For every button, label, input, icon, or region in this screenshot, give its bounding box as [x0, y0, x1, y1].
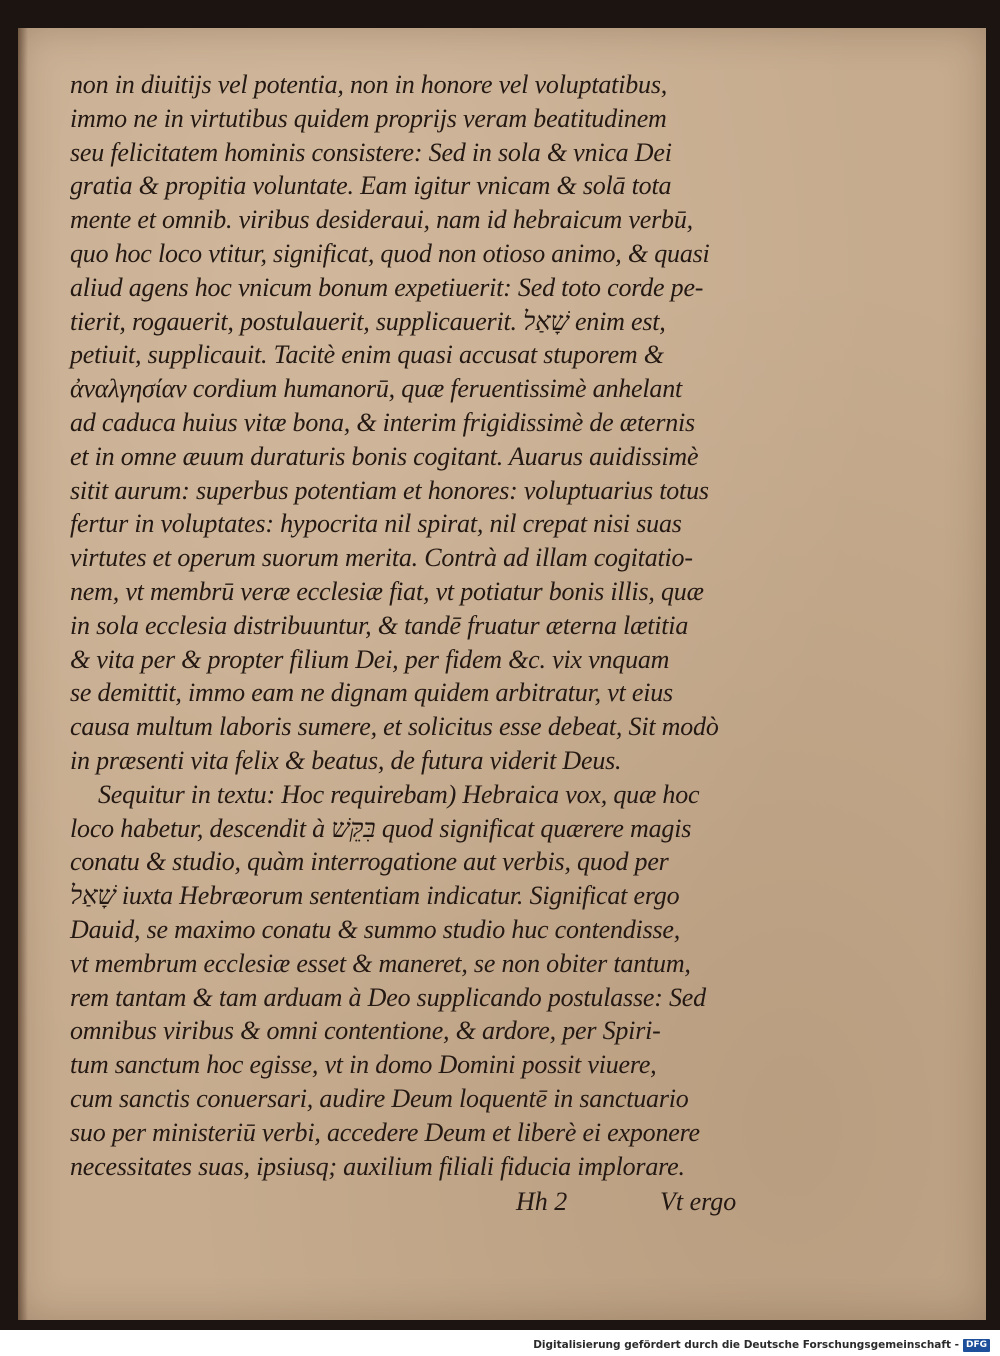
page-binding-shadow	[18, 28, 28, 1320]
text-line: Dauid, se maximo conatu & summo studio huc contendisse,	[70, 914, 681, 944]
text-line: et in omne æuum duraturis bonis cogitant. Auarus auidissimè	[70, 441, 699, 471]
dfg-logo-icon: DFG	[963, 1339, 990, 1352]
text-line: immo ne in virtutibus quidem proprijs veram beatitudinem	[70, 103, 667, 133]
credit-text: Digitalisierung gefördert durch die Deutsche Forschungsgemeinschaft -	[533, 1339, 959, 1351]
text-line: ad caduca huius vitæ bona, & interim frigidissimè de æternis	[70, 407, 695, 437]
text-line: quo hoc loco vtitur, significat, quod non otioso animo, & quasi	[70, 238, 710, 268]
text-line: fertur in voluptates: hypocrita nil spirat, nil crepat nisi suas	[70, 509, 682, 539]
text-line: rem tantam & tam arduam à Deo supplicando postulasse: Sed	[70, 982, 706, 1012]
text-line: tierit, rogauerit, postulauerit, supplicauerit. שָׁאַל enim est,	[70, 306, 666, 336]
text-line: in præsenti vita felix & beatus, de futura viderit Deus.	[70, 745, 622, 775]
digitization-credit	[533, 1338, 990, 1352]
text-line: omnibus viribus & omni contentione, & ardore, per Spiri-	[70, 1016, 661, 1046]
text-line: causa multum laboris sumere, et solicitus esse debeat, Sit modò	[70, 712, 719, 742]
text-line: se demittit, immo eam ne dignam quidem arbitratur, vt eius	[70, 678, 673, 708]
text-line: & vita per & propter filium Dei, per fidem &c. vix vnquam	[70, 644, 670, 674]
page-footer	[0, 1187, 1000, 1221]
text-line: non in diuitijs vel potentia, non in honore vel voluptatibus,	[70, 70, 668, 99]
catchword: Vt ergo	[660, 1187, 737, 1216]
paragraph-start-line: Sequitur in textu: Hoc requirebam) Hebraica vox, quæ hoc	[98, 779, 700, 809]
text-line: petiuit, supplicauit. Tacitè enim quasi accusat stuporem &	[70, 340, 664, 370]
text-line: necessitates suas, ipsiusq; auxilium filiali fiducia implorare.	[70, 1151, 685, 1181]
text-line: cum sanctis conuersari, audire Deum loquentē in sanctuario	[70, 1083, 689, 1113]
text-line: tum sanctum hoc egisse, vt in domo Domini possit viuere,	[70, 1050, 657, 1080]
signature-mark: Hh 2	[516, 1187, 568, 1216]
text-line: virtutes et operum suorum merita. Contrà ad illam cogitatio-	[70, 543, 693, 573]
text-line: vt membrum ecclesiæ esset & maneret, se non obiter tantum,	[70, 948, 691, 978]
text-line: nem, vt membrū veræ ecclesiæ fiat, vt potiatur bonis illis, quæ	[70, 576, 704, 606]
text-line: in sola ecclesia distribuuntur, & tandē fruatur æterna lætitia	[70, 610, 689, 640]
text-line: loco habetur, descendit à בִּקֵּשׁ quod significat quærere magis	[70, 813, 692, 843]
body-text	[70, 68, 770, 1183]
text-line: ἀναλγησίαν cordium humanorū, quæ feruentissimè anhelant	[70, 374, 683, 404]
text-line: sitit aurum: superbus potentiam et honores: voluptuarius totus	[70, 475, 709, 505]
text-line: conatu & studio, quàm interrogatione aut verbis, quod per	[70, 847, 669, 877]
text-line: aliud agens hoc vnicum bonum expetiuerit: Sed toto corde pe-	[70, 272, 704, 302]
text-line: gratia & propitia voluntate. Eam igitur vnicam & solā tota	[70, 171, 672, 201]
text-line: seu felicitatem hominis consistere: Sed in sola & vnica Dei	[70, 137, 672, 167]
text-line: שָׁאַל iuxta Hebræorum sententiam indicatur. Significat ergo	[70, 881, 680, 911]
text-line: mente et omnib. viribus desideraui, nam id hebraicum verbū,	[70, 205, 693, 235]
text-line: suo per ministeriū verbi, accedere Deum et liberè ei exponere	[70, 1117, 700, 1147]
